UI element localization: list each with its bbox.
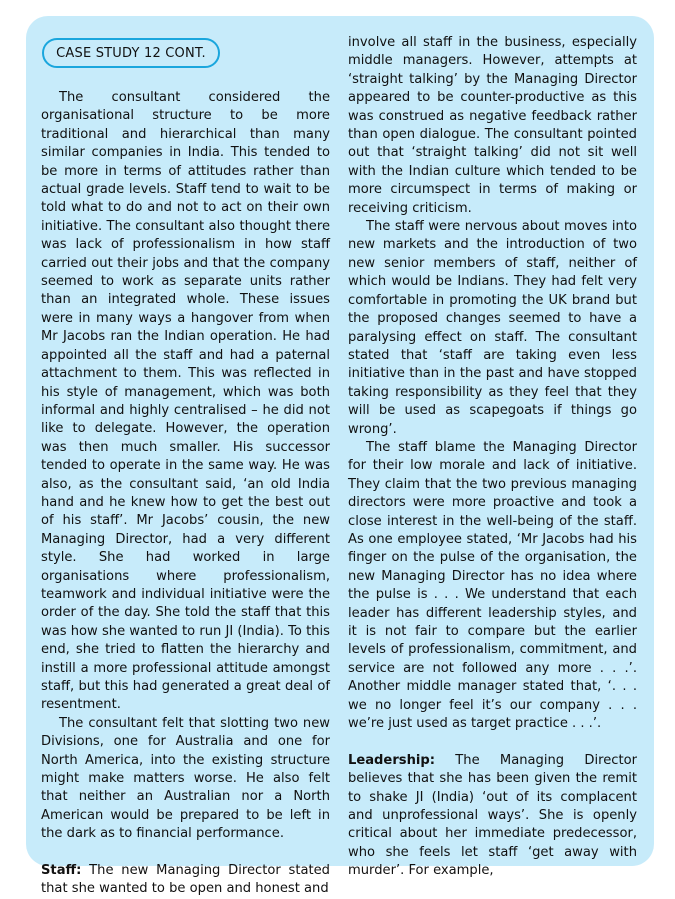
paragraph-staff bbox=[41, 862, 330, 899]
paragraph-leadership bbox=[348, 752, 637, 881]
section-heading: Staff: bbox=[41, 863, 82, 879]
right-column bbox=[348, 34, 637, 881]
paragraph: The staff blame the Managing Director for their low morale and lack of initiative. They claim that the two previous managing directors were more proactive and took a close interest in the well-being of the staff. As one employee stated, ‘Mr Jacobs had his finger on the pulse of the organisation, the new Managing Director has no idea where the pulse is . . . We understand that each leader has different leadership styles, and it is not fair to compare but the earlier levels of professionalism, commitment, and service are not followed any more . . .’. Another middle manager stated that, ‘. . . we no longer feel it’s our company . . . we’re just used as target practice . . .’. bbox=[348, 439, 637, 732]
paragraph: The staff were nervous about moves into new markets and the introduction of two new senior members of staff, neither of which would be Indians. They had felt very comfortable in promoting the UK brand but the proposed changes seemed to have a paralysing effect on staff. The consultant stated that ‘staff are taking even less initiative than in the past and have stopped taking responsibility as they feel that they will be used as scapegoats if things go wrong’. bbox=[348, 219, 637, 437]
paragraph: The consultant felt that slotting two new Divisions, one for Australia and one for North America, into the existing structure might make matters worse. He also felt that neither an Australian nor a North American would be prepared to be left in the dark as to financial performance. bbox=[41, 715, 330, 842]
paragraph-text: The Managing Director believes that she has been given the remit to shake JI (India) ‘out of its complacent and unprofessional ways’. She is openly critical about her immediate predecessor, who she feels let staff ‘get away with murder’. For example, bbox=[348, 752, 637, 879]
section-heading: Leadership: bbox=[348, 752, 435, 768]
paragraph: involve all staff in the business, especially middle managers. However, attempts at ‘straight talking’ by the Managing Director appeared to be counter-productive as this was construed as negative feedback rather than open dialogue. The consultant pointed out that ‘straight talking’ did not sit well with the Indian culture which tended to be more circumspect in terms of making or receiving criticism. bbox=[348, 35, 637, 216]
case-study-label: CASE STUDY 12 CONT. bbox=[42, 38, 220, 68]
left-column bbox=[41, 89, 330, 899]
paragraph-text: The new Managing Director stated that she wanted to be open and honest and bbox=[41, 863, 330, 897]
paragraph: The consultant considered the organisational structure to be more traditional and hierarchical than many similar companies in India. This tended to be more in terms of attitudes rather than actual grade levels. Staff tend to wait to be told what to do and not to act on their own initiative. The consultant also thought there was lack of professionalism in how staff carried out their jobs and that the company seemed to work as separate units rather than an integrated whole. These issues were in many ways a hangover from when Mr Jacobs ran the Indian operation. He had appointed all the staff and had a paternal attachment to them. This was reflected in his style of management, which was both informal and highly centralised – he did not like to delegate. However, the operation was then much smaller. His successor tended to operate in the same way. He was also, as the consultant said, ‘an old India hand and he knew how to get the best out of his staff’. Mr Jacobs’ cousin, the new Managing Director, had a very different style. She had worked in large organisations where professionalism, teamwork and individual initiative were the order of the day. She told the staff that this was how she wanted to run JI (India). To this end, she tried to flatten the hierarchy and instill a more professional attitude amongst staff, but this had generated a great deal of resentment. bbox=[41, 90, 330, 713]
